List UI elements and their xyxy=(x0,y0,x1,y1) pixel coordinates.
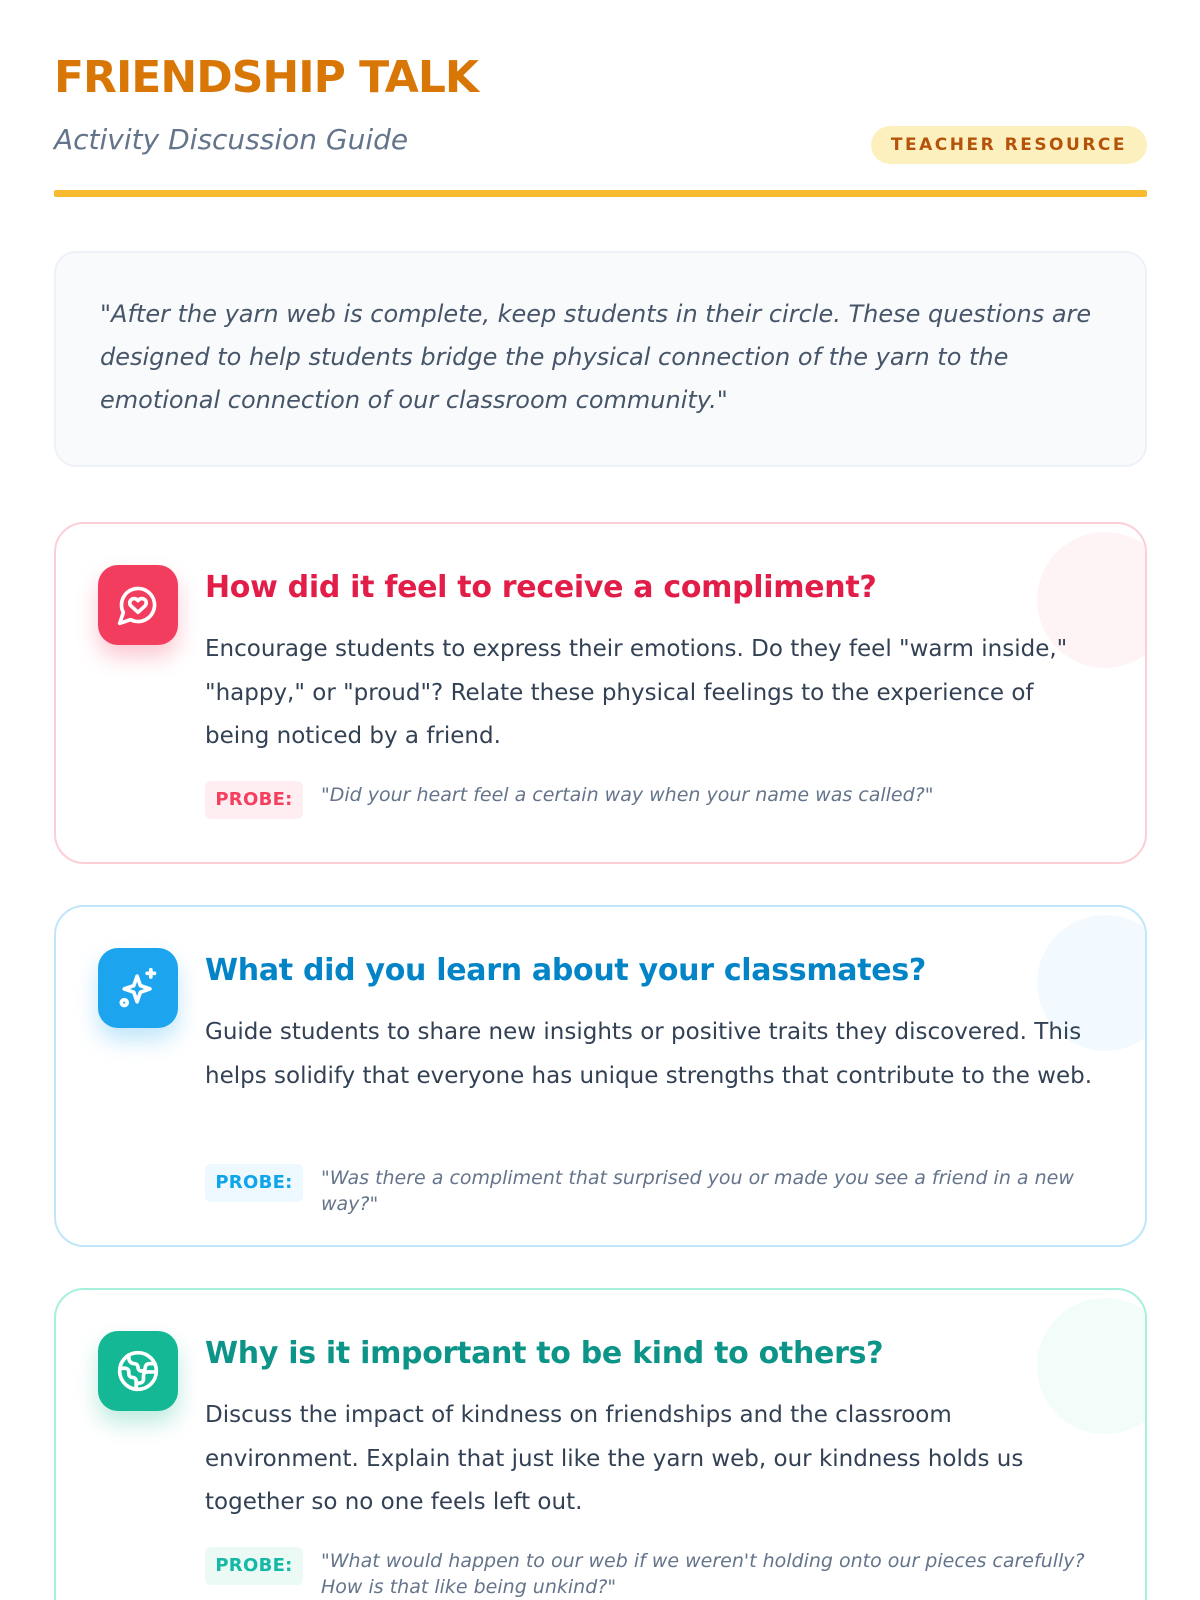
teacher-resource-badge: TEACHER RESOURCE xyxy=(871,126,1147,164)
probe-text: "Was there a compliment that surprised you or made you see a friend in a new way?" xyxy=(321,1167,1074,1215)
question-description: Encourage students to express their emotions. Do they feel "warm inside," "happy," or "proud"? Relate these physical feelings to the experience of being noticed by a friend. xyxy=(205,636,1068,749)
discussion-guide-page xyxy=(54,0,1147,1598)
question-card-classmates xyxy=(54,905,1147,1247)
question-card-compliment xyxy=(54,522,1147,864)
probe-text: "What would happen to our web if we weren't holding onto our pieces carefully? How is that like being unkind?" xyxy=(321,1550,1085,1598)
globe-icon xyxy=(98,1331,178,1411)
intro-quote-box xyxy=(54,251,1147,467)
question-title: Why is it important to be kind to others? xyxy=(205,1336,884,1371)
question-card-kindness xyxy=(54,1288,1147,1600)
header-divider xyxy=(54,190,1147,197)
probe-label: PROBE: xyxy=(205,1547,303,1585)
probe-text: "Did your heart feel a certain way when your name was called?" xyxy=(321,784,934,806)
page-subtitle: Activity Discussion Guide xyxy=(54,123,409,156)
question-description: Discuss the impact of kindness on friendships and the classroom environment. Explain that just like the yarn web, our kindness holds us together so no one feels left out. xyxy=(205,1402,1024,1515)
sparkles-icon xyxy=(98,948,178,1028)
probe-label: PROBE: xyxy=(205,1164,303,1202)
question-title: How did it feel to receive a compliment? xyxy=(205,570,877,605)
question-description: Guide students to share new insights or positive traits they discovered. This helps solidify that everyone has unique strengths that contribute to the web. xyxy=(205,1019,1093,1089)
page-title: FRIENDSHIP TALK xyxy=(54,52,478,103)
header xyxy=(54,0,1147,198)
question-title: What did you learn about your classmates? xyxy=(205,953,927,988)
probe-label: PROBE: xyxy=(205,781,303,819)
chat-heart-icon xyxy=(98,565,178,645)
intro-quote-text: "After the yarn web is complete, keep students in their circle. These questions are designed to help students bridge the physical connection of the yarn to the emotional connection of our classroom community." xyxy=(100,300,1092,414)
